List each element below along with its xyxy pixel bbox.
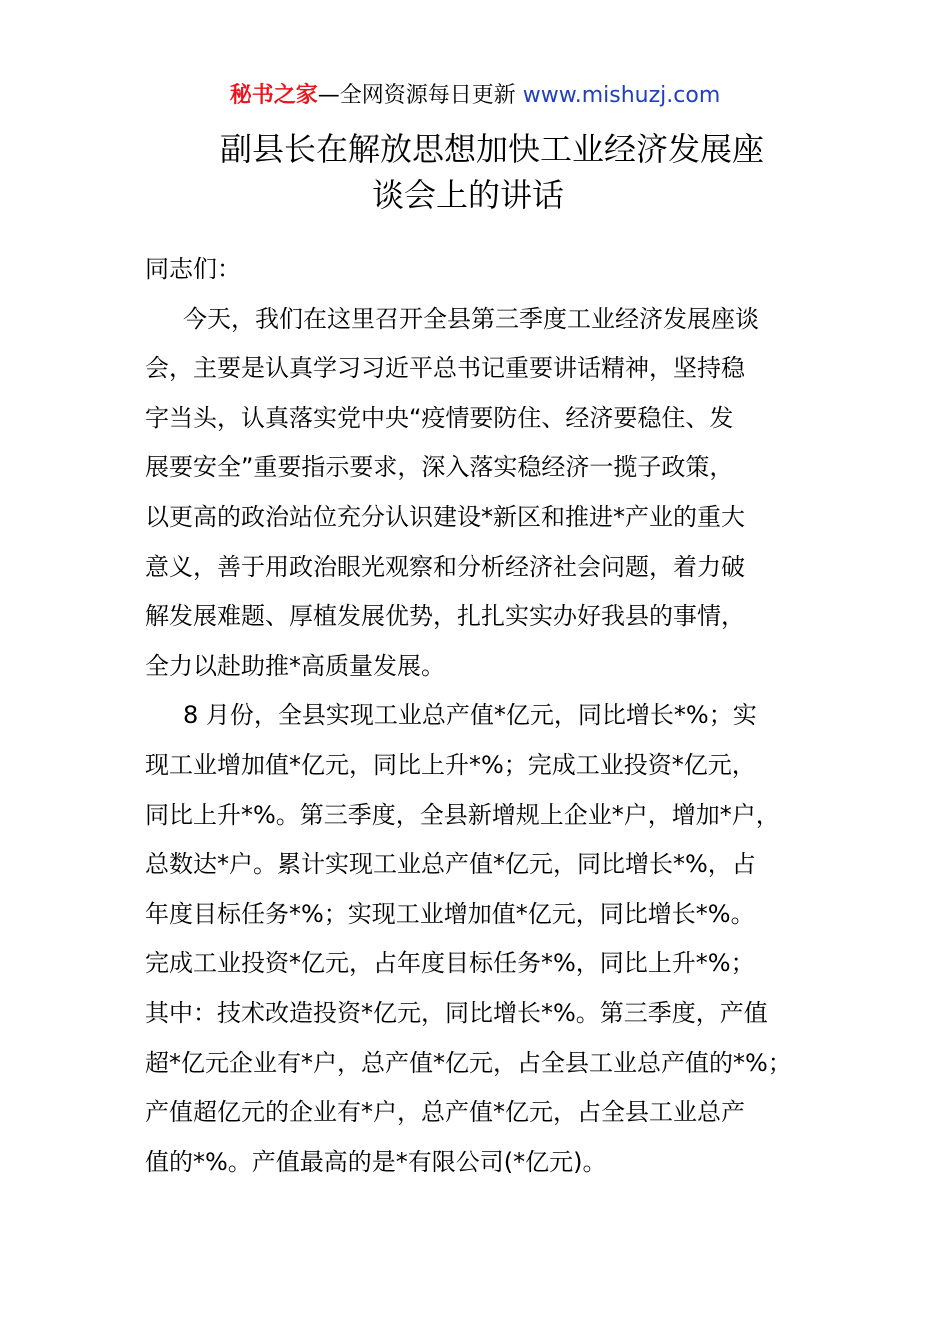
site-url-link[interactable]: www.mishuzj.com	[522, 83, 721, 108]
paragraph-line: 解发展难题、厚植发展优势，扎扎实实办好我县的事情，	[145, 602, 745, 631]
site-header	[0, 80, 950, 112]
paragraph-line: 总数达*户。累计实现工业总产值*亿元，同比增长*%，占	[145, 850, 756, 879]
paragraph-line: 产值超亿元的企业有*户，总产值*亿元，占全县工业总产	[145, 1098, 745, 1127]
paragraph-line: 现工业增加值*亿元，同比上升*%；完成工业投资*亿元，	[145, 750, 756, 779]
brand-name: 秘书之家	[229, 83, 318, 108]
document-title	[0, 126, 950, 218]
title-line: 谈会上的讲话	[371, 176, 564, 214]
paragraph-line: 8 月份，全县实现工业总产值*亿元，同比增长*%；实	[183, 701, 757, 730]
paragraph-line: 年度目标任务*%；实现工业增加值*亿元，同比增长*%。	[145, 899, 755, 928]
paragraph-line: 全力以赴助推*高质量发展。	[145, 651, 445, 680]
paragraph-line: 完成工业投资*亿元，占年度目标任务*%，同比上升*%；	[145, 949, 755, 978]
paragraph-line: 其中：技术改造投资*亿元，同比增长*%。第三季度，产值	[145, 998, 768, 1027]
document-body	[145, 245, 835, 1187]
paragraph-line: 展要安全”重要指示要求，深入落实稳经济一揽子政策，	[145, 453, 734, 482]
paragraph-line: 同比上升*%。第三季度，全县新增规上企业*户，增加*户，	[145, 800, 780, 829]
paragraph-line: 值的*%。产值最高的是*有限公司(*亿元)。	[145, 1147, 607, 1176]
paragraph-line: 会，主要是认真学习习近平总书记重要讲话精神，坚持稳	[145, 354, 745, 383]
paragraph-line: 意义，善于用政治眼光观察和分析经济社会问题，着力破	[145, 552, 745, 581]
salutation: 同志们：	[145, 255, 241, 283]
paragraph-line: 超*亿元企业有*户，总产值*亿元，占全县工业总产值的*%；	[145, 1048, 792, 1077]
title-line: 副县长在解放思想加快工业经济发展座	[219, 130, 764, 168]
header-tagline: —全网资源每日更新	[317, 83, 516, 108]
paragraph-line: 今天，我们在这里召开全县第三季度工业经济发展座谈	[183, 304, 759, 333]
paragraph-line: 以更高的政治站位充分认识建设*新区和推进*产业的重大	[145, 502, 745, 531]
paragraph-line: 字当头，认真落实党中央“疫情要防住、经济要稳住、发	[145, 403, 734, 432]
